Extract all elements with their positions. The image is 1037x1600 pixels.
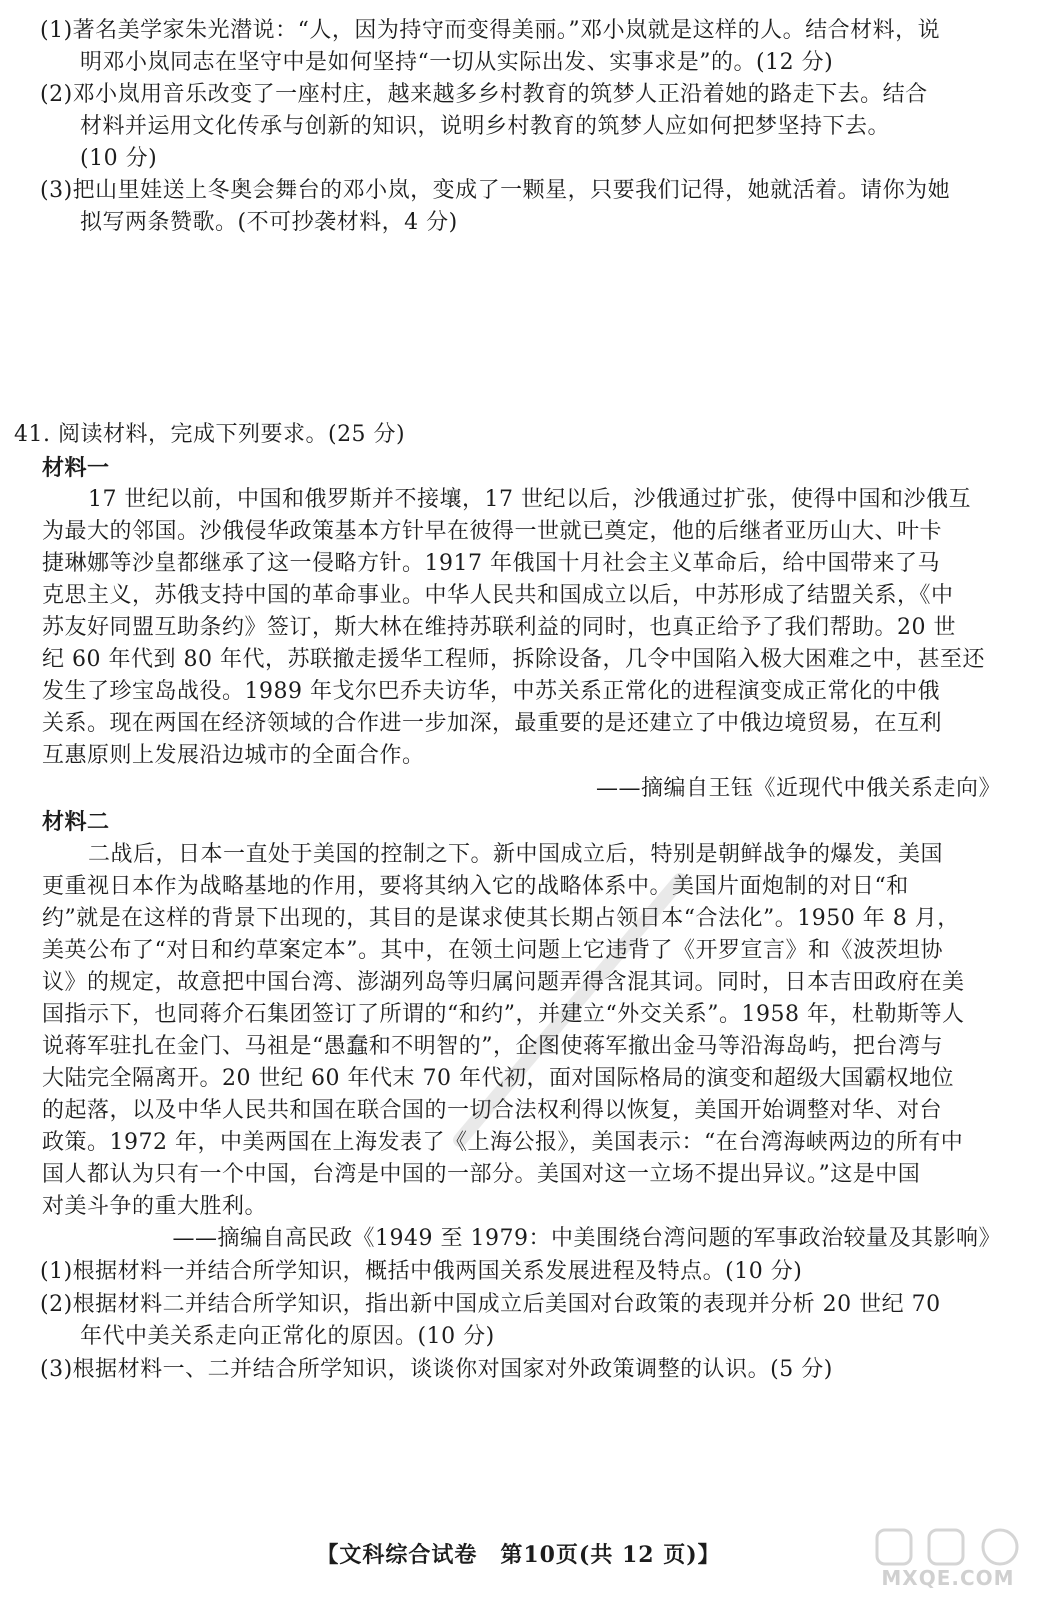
material-1-title: 材料一 xyxy=(42,455,110,481)
q3-line-2: 拟写两条赞歌。(不可抄袭材料，4 分) xyxy=(80,210,458,235)
material-1-line: 互惠原则上发展沿边城市的全面合作。 xyxy=(42,743,425,768)
material-1-line: 17 世纪以前，中国和俄罗斯并不接壤，17 世纪以后，沙俄通过扩张，使得中国和沙俄互 xyxy=(88,487,971,512)
material-2-line: 大陆完全隔离开。20 世纪 60 年代末 70 年代初，面对国际格局的演变和超级大国霸权地位 xyxy=(42,1066,954,1091)
q2-line-1: (2)邓小岚用音乐改变了一座村庄，越来越多乡村教育的筑梦人正沿着她的路走下去。结合 xyxy=(40,82,928,107)
q3-line-1: (3)把山里娃送上冬奥会舞台的邓小岚，变成了一颗星，只要我们记得，她就活着。请你为她 xyxy=(40,178,951,203)
question-41-heading: 41. 阅读材料，完成下列要求。(25 分) xyxy=(14,422,406,447)
material-1-line: 苏友好同盟互助条约》签订，斯大林在维持苏联利益的同时，也真正给予了我们帮助。20 世 xyxy=(42,615,956,640)
watermark-logo-icon xyxy=(873,1526,1023,1568)
q1-line-2: 明邓小岚同志在坚守中是如何坚持“一切从实际出发、实事求是”的。(12 分) xyxy=(80,50,834,75)
watermark-text: MXQE.COM xyxy=(881,1566,1015,1590)
material-2-title: 材料二 xyxy=(42,809,110,835)
material-2-line: 对美斗争的重大胜利。 xyxy=(42,1194,268,1219)
sub-question-3: (3)根据材料一、二并结合所学知识，谈谈你对国家对外政策调整的认识。(5 分) xyxy=(40,1357,833,1382)
material-2-line: 更重视日本作为战略基地的作用，要将其纳入它的战略体系中。美国片面炮制的对日“和 xyxy=(42,874,909,899)
material-2-line: 政策。1972 年，中美两国在上海发表了《上海公报》，美国表示：“在台湾海峡两边的所有中 xyxy=(42,1130,964,1155)
page-footer: 【文科综合试卷 第10页(共 12 页)】 xyxy=(316,1542,721,1568)
material-2-line: 美英公布了“对日和约草案定本”。其中，在领土问题上它违背了《开罗宣言》和《波茨坦协 xyxy=(42,938,943,963)
material-1-line: 关系。现在两国在经济领域的合作进一步加深，最重要的是还建立了中俄边境贸易，在互利 xyxy=(42,711,943,736)
material-2-line: 的起落，以及中华人民共和国在联合国的一切合法权利得以恢复，美国开始调整对华、对台 xyxy=(42,1098,943,1123)
material-2-line: 议》的规定，故意把中国台湾、澎湖列岛等归属问题弄得含混其词。同时，日本吉田政府在美 xyxy=(42,970,965,995)
material-2-line: 国人都认为只有一个中国，台湾是中国的一部分。美国对这一立场不提出异议。”这是中国 xyxy=(42,1162,921,1187)
material-2-line: 约”就是在这样的背景下出现的，其目的是谋求使其长期占领日本“合法化”。1950 年 8 月， xyxy=(42,906,960,931)
q2-line-2: 材料并运用文化传承与创新的知识，说明乡村教育的筑梦人应如何把梦坚持下去。 xyxy=(80,114,891,139)
q1-line-1: (1)著名美学家朱光潜说：“人，因为持守而变得美丽。”邓小岚就是这样的人。结合材料，说 xyxy=(40,18,941,43)
sub-question-2-line-2: 年代中美关系走向正常化的原因。(10 分) xyxy=(80,1324,495,1349)
material-1-line: 克思主义，苏俄支持中国的革命事业。中华人民共和国成立以后，中苏形成了结盟关系，《中 xyxy=(42,583,954,608)
material-1-line: 纪 60 年代到 80 年代，苏联撤走援华工程师，拆除设备，几令中国陷入极大困难之中，甚至还 xyxy=(42,647,985,672)
material-1-line: 为最大的邻国。沙俄侵华政策基本方针早在彼得一世就已奠定，他的后继者亚历山大、叶卡 xyxy=(42,519,943,544)
material-2-line: 国指示下，也同蒋介石集团签订了所谓的“和约”，并建立“外交关系”。1958 年，杜勒斯等人 xyxy=(42,1002,965,1027)
material-1-source: ——摘编自王钰《近现代中俄关系走向》 xyxy=(595,776,1001,801)
material-1-line: 捷琳娜等沙皇都继承了这一侵略方针。1917 年俄国十月社会主义革命后，给中国带来了马 xyxy=(42,551,940,576)
material-2-line: 说蒋军驻扎在金门、马祖是“愚蠢和不明智的”，企图使蒋军撤出金马等沿海岛屿，把台湾与 xyxy=(42,1034,943,1059)
material-2-source: ——摘编自高民政《1949 至 1979：中美围绕台湾问题的军事政治较量及其影响》 xyxy=(172,1226,1001,1251)
sub-question-1: (1)根据材料一并结合所学知识，概括中俄两国关系发展进程及特点。(10 分) xyxy=(40,1259,803,1284)
sub-question-2-line-1: (2)根据材料二并结合所学知识，指出新中国成立后美国对台政策的表现并分析 20 世纪 70 xyxy=(40,1292,941,1317)
material-1-line: 发生了珍宝岛战役。1989 年戈尔巴乔夫访华，中苏关系正常化的进程演变成正常化的中俄 xyxy=(42,679,940,704)
material-2-line: 二战后，日本一直处于美国的控制之下。新中国成立后，特别是朝鲜战争的爆发，美国 xyxy=(88,842,944,867)
site-watermark xyxy=(873,1526,1023,1590)
q2-line-3: (10 分) xyxy=(80,146,158,171)
